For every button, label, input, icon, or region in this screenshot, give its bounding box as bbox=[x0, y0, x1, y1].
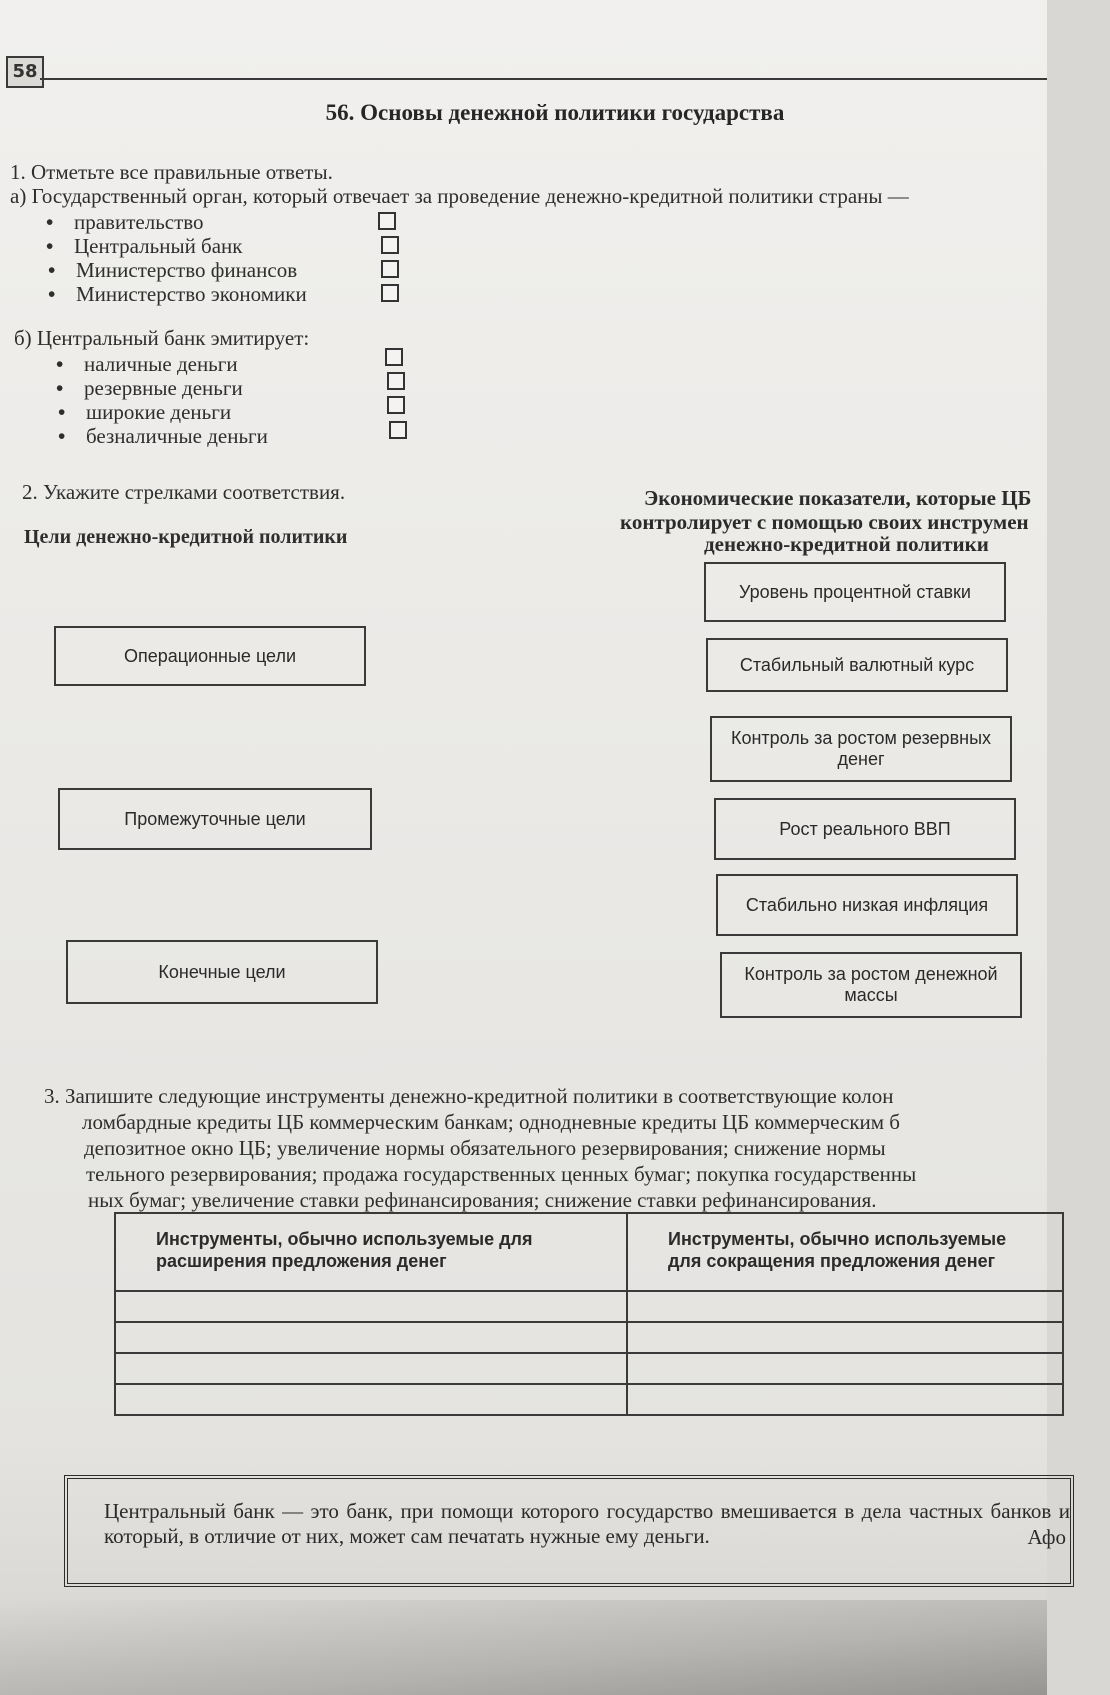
quote-box bbox=[64, 1475, 1074, 1587]
table-cell[interactable] bbox=[115, 1384, 627, 1415]
q3-line: 3. Запишите следующие инструменты денежно-кредитной политики в соответствующие колон bbox=[44, 1084, 894, 1108]
table-row bbox=[115, 1353, 1063, 1384]
q2-right-heading-line3: денежно-кредитной политики bbox=[704, 532, 989, 556]
q1-a-checkbox[interactable] bbox=[381, 260, 399, 278]
q1-intro: 1. Отметьте все правильные ответы. bbox=[10, 160, 333, 184]
q2-right-box-low-inflation[interactable]: Стабильно низкая инфляция bbox=[716, 874, 1018, 936]
q2-right-heading-line2: контролирует с помощью своих инструмен bbox=[620, 510, 1029, 534]
q1-b-option: • широкие деньги bbox=[58, 400, 231, 425]
q3-line: тельного резервирования; продажа государственных ценных бумаг; покупка государственны bbox=[86, 1162, 917, 1186]
table-cell[interactable] bbox=[627, 1384, 1063, 1415]
q1-b-checkbox[interactable] bbox=[385, 348, 403, 366]
q2-right-box-money-supply[interactable]: Контроль за ростом денежной массы bbox=[720, 952, 1022, 1018]
q2-intro: 2. Укажите стрелками соответствия. bbox=[22, 480, 346, 504]
q2-left-heading: Цели денежно-кредитной политики bbox=[24, 526, 348, 548]
header-rule bbox=[40, 78, 1047, 80]
q2-left-box-intermediate[interactable]: Промежуточные цели bbox=[58, 788, 372, 850]
q2-left-box-final[interactable]: Конечные цели bbox=[66, 940, 378, 1004]
q1-b-prompt: б) Центральный банк эмитирует: bbox=[14, 326, 310, 350]
q1-b-option: • резервные деньги bbox=[56, 376, 243, 401]
table-cell[interactable] bbox=[627, 1353, 1063, 1384]
q2-right-box-real-gdp[interactable]: Рост реального ВВП bbox=[714, 798, 1016, 860]
q3-line: ломбардные кредиты ЦБ коммерческим банкам; однодневные кредиты ЦБ коммерческим б bbox=[82, 1110, 900, 1134]
q1-a-checkbox[interactable] bbox=[381, 236, 399, 254]
q1-a-option: • правительство bbox=[46, 210, 204, 235]
q1-a-prompt: а) Государственный орган, который отвечает за проведение денежно-кредитной политики страны — bbox=[10, 184, 909, 208]
table-cell[interactable] bbox=[115, 1291, 627, 1322]
q1-b-option: • наличные деньги bbox=[56, 352, 238, 377]
table-cell[interactable] bbox=[627, 1322, 1063, 1353]
q1-b-option: • безналичные деньги bbox=[58, 424, 268, 449]
q1-b-checkbox[interactable] bbox=[389, 421, 407, 439]
page-number: 58 bbox=[6, 56, 44, 88]
table-cell[interactable] bbox=[115, 1353, 627, 1384]
q2-right-box-interest-rate[interactable]: Уровень процентной ставки bbox=[704, 562, 1006, 622]
q1-b-checkbox[interactable] bbox=[387, 372, 405, 390]
q1-a-option: • Центральный банк bbox=[46, 234, 243, 259]
q3-col-expansion-header: Инструменты, обычно используемые для расширения предложения денег bbox=[115, 1213, 627, 1291]
table-cell[interactable] bbox=[627, 1291, 1063, 1322]
page-title: 56. Основы денежной политики государства bbox=[325, 100, 785, 125]
table-row bbox=[115, 1384, 1063, 1415]
q3-line: ных бумаг; увеличение ставки рефинансирования; снижение ставки рефинансирования. bbox=[88, 1188, 877, 1212]
photo-shadow bbox=[0, 1600, 1047, 1695]
q1-b-checkbox[interactable] bbox=[387, 396, 405, 414]
q3-col-contraction-header: Инструменты, обычно используемые для сокращения предложения денег bbox=[627, 1213, 1063, 1291]
q3-line: депозитное окно ЦБ; увеличение нормы обязательного резервирования; снижение нормы bbox=[84, 1136, 886, 1160]
table-row bbox=[115, 1291, 1063, 1322]
quote-author: Афо bbox=[1027, 1525, 1066, 1549]
table-cell[interactable] bbox=[115, 1322, 627, 1353]
q3-tools-table bbox=[114, 1212, 1064, 1416]
q1-a-option: • Министерство экономики bbox=[48, 282, 307, 307]
quote-text: Центральный банк — это банк, при помощи которого государство вмешивается в дела частных банков и который, в отличие от них, может сам печатать нужные ему деньги. bbox=[104, 1499, 1070, 1548]
q1-a-checkbox[interactable] bbox=[381, 284, 399, 302]
q2-right-box-reserve-money[interactable]: Контроль за ростом резервных денег bbox=[710, 716, 1012, 782]
table-row bbox=[115, 1322, 1063, 1353]
q2-right-heading-line1: Экономические показатели, которые ЦБ bbox=[644, 486, 1032, 510]
q1-a-checkbox[interactable] bbox=[378, 212, 396, 230]
q1-a-option: • Министерство финансов bbox=[48, 258, 297, 283]
q2-right-box-exchange-rate[interactable]: Стабильный валютный курс bbox=[706, 638, 1008, 692]
q2-left-box-operational[interactable]: Операционные цели bbox=[54, 626, 366, 686]
